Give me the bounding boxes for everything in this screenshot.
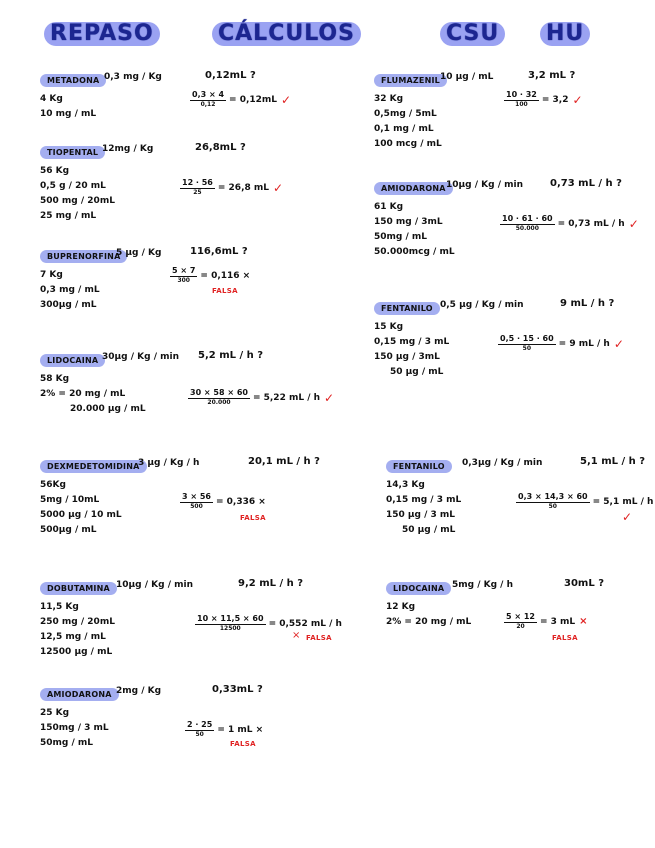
- calc-denominator: 50.000: [515, 225, 539, 232]
- data-line: 0,15 mg / 3 mL: [374, 337, 450, 347]
- data-line: 150 µg / 3 mL: [386, 510, 456, 520]
- data-line: 50.000mcg / mL: [374, 247, 455, 257]
- calc-denominator: 0,12: [200, 101, 216, 108]
- calc-result: = 5,22 mL / h: [252, 392, 321, 403]
- calc-result: = 0,116 ×: [200, 270, 251, 281]
- data-line: 50 µg / mL: [402, 525, 456, 535]
- data-line: 300µg / mL: [40, 300, 97, 310]
- exercise-amiodarona-1: [40, 682, 340, 751]
- calc-result: = 0,552 mL / h: [268, 618, 342, 629]
- page-title: [0, 14, 655, 58]
- data-line: 0,15 mg / 3 mL: [386, 495, 462, 505]
- dose: 0,3 mg / Kg: [104, 72, 162, 82]
- exercise-lidocaina-1: [40, 348, 340, 417]
- data-line: 20.000 µg / mL: [70, 404, 146, 414]
- calculation: [180, 492, 266, 511]
- check-mark-icon: ✓: [628, 216, 639, 231]
- data-line: 0,1 mg / mL: [374, 124, 434, 134]
- dose: 12mg / Kg: [102, 144, 154, 154]
- calculation: [516, 492, 653, 511]
- calc-result: = 0,12mL: [229, 94, 278, 105]
- data-line: 0,3 mg / mL: [40, 285, 100, 295]
- data-line: 50mg / mL: [40, 738, 94, 748]
- calculation: [170, 266, 250, 285]
- calc-numerator: 5 × 12: [506, 612, 535, 621]
- data-line: 56Kg: [40, 480, 66, 490]
- calculation: [188, 388, 334, 407]
- expected-answer: 116,6mL ?: [190, 246, 248, 257]
- calculation: [504, 612, 588, 631]
- calculation: [500, 214, 639, 233]
- data-line: 25 Kg: [40, 708, 70, 718]
- calc-denominator: 50: [195, 731, 204, 738]
- dose: 10µg / Kg / min: [446, 180, 523, 190]
- calc-numerator: 10 × 11,5 × 60: [197, 614, 264, 623]
- expected-answer: 20,1 mL / h ?: [248, 456, 320, 467]
- calc-numerator: 0,5 · 15 · 60: [500, 334, 554, 343]
- data-line: 0,5mg / 5mL: [374, 109, 437, 119]
- dose: 30µg / Kg / min: [102, 352, 179, 362]
- expected-answer: 3,2 mL ?: [528, 70, 576, 81]
- expected-answer: 5,1 mL / h ?: [580, 456, 646, 467]
- data-line: 61 Kg: [374, 202, 404, 212]
- data-line: 500µg / mL: [40, 525, 97, 535]
- calc-numerator: 10 · 32: [506, 90, 537, 99]
- drug-label: FENTANILO: [374, 302, 440, 315]
- data-line: 12,5 mg / mL: [40, 632, 106, 642]
- data-line: 5000 µg / 10 mL: [40, 510, 122, 520]
- expected-answer: 0,73 mL / h ?: [550, 178, 622, 189]
- data-line: 2% = 20 mg / mL: [386, 617, 472, 627]
- data-line: 50 µg / mL: [390, 367, 444, 377]
- expected-answer: 26,8mL ?: [195, 142, 246, 153]
- calc-denominator: 12500: [219, 625, 241, 632]
- title-word-csu: CSU: [440, 22, 505, 46]
- title-word-hu: HU: [540, 22, 590, 46]
- calculation: [185, 720, 263, 739]
- title-word-calculos: CÁLCULOS: [212, 22, 361, 46]
- calc-numerator: 3 × 56: [182, 492, 211, 501]
- exercise-amiodarona-2: [374, 176, 654, 260]
- check-mark-icon: ✓: [572, 92, 583, 107]
- data-line: 250 mg / 20mL: [40, 617, 115, 627]
- drug-label: DEXMEDETOMIDINA: [40, 460, 147, 473]
- dose: 0,3µg / Kg / min: [462, 458, 543, 468]
- drug-label: FENTANILO: [386, 460, 452, 473]
- drug-label: LIDOCAINA: [40, 354, 105, 367]
- data-line: 7 Kg: [40, 270, 63, 280]
- exercise-fentanilo-2: [386, 454, 654, 538]
- data-line: 4 Kg: [40, 94, 63, 104]
- data-line: 12 Kg: [386, 602, 416, 612]
- data-line: 14,3 Kg: [386, 480, 425, 490]
- data-line: 15 Kg: [374, 322, 404, 332]
- exercise-fentanilo-1: [374, 296, 654, 380]
- data-line: 2% = 20 mg / mL: [40, 389, 126, 399]
- dose: 2mg / Kg: [116, 686, 162, 696]
- data-line: 0,5 g / 20 mL: [40, 181, 106, 191]
- drug-label: BUPRENORFINA: [40, 250, 127, 263]
- drug-label: DOBUTAMINA: [40, 582, 117, 595]
- falsa-label: FALSA: [306, 634, 332, 642]
- falsa-label: FALSA: [240, 514, 266, 522]
- calc-numerator: 5 × 7: [172, 266, 196, 275]
- exercise-lidocaina-2: [386, 576, 654, 642]
- falsa-label: FALSA: [552, 634, 578, 642]
- drug-label: METADONA: [40, 74, 106, 87]
- data-line: 150mg / 3 mL: [40, 723, 109, 733]
- calc-result: = 0,73 mL / h: [557, 218, 625, 229]
- falsa-label: FALSA: [230, 740, 256, 748]
- x-mark-icon: ×: [292, 630, 301, 641]
- calc-result: = 3,2: [541, 94, 569, 105]
- drug-label: FLUMAZENIL: [374, 74, 447, 87]
- calc-result: = 1 mL ×: [217, 724, 264, 735]
- check-mark-icon: ✓: [613, 336, 624, 351]
- dose: 5 µg / Kg: [116, 248, 162, 258]
- data-line: 100 mcg / mL: [374, 139, 442, 149]
- expected-answer: 9,2 mL / h ?: [238, 578, 304, 589]
- calc-result: = 3 mL: [539, 616, 576, 627]
- calculation: [180, 178, 283, 197]
- data-line: 10 mg / mL: [40, 109, 97, 119]
- data-line: 11,5 Kg: [40, 602, 79, 612]
- calc-denominator: 500: [190, 503, 203, 510]
- falsa-label: FALSA: [212, 287, 238, 295]
- dose: 10µg / Kg / min: [116, 580, 193, 590]
- drug-label: LIDOCAINA: [386, 582, 451, 595]
- exercise-flumazenil: [374, 68, 654, 152]
- calc-result: = 9 mL / h: [558, 338, 610, 349]
- exercise-metadona: [40, 68, 340, 122]
- calculation: [190, 90, 291, 109]
- exercise-dobutamina: [40, 576, 370, 660]
- data-line: 150 µg / 3mL: [374, 352, 440, 362]
- calc-denominator: 300: [177, 277, 190, 284]
- dose: 0,5 µg / Kg / min: [440, 300, 524, 310]
- calc-denominator: 50: [522, 345, 531, 352]
- data-line: 5mg / 10mL: [40, 495, 100, 505]
- x-mark-icon: ×: [579, 616, 588, 627]
- calc-result: = 26,8 mL: [217, 182, 270, 193]
- calc-numerator: 0,3 × 4: [192, 90, 225, 99]
- title-word-repaso: REPASO: [44, 22, 160, 46]
- drug-label: TIOPENTAL: [40, 146, 105, 159]
- drug-label: AMIODARONA: [374, 182, 453, 195]
- calc-denominator: 25: [193, 189, 202, 196]
- expected-answer: 0,12mL ?: [205, 70, 256, 81]
- calc-numerator: 30 × 58 × 60: [190, 388, 248, 397]
- check-mark-icon: ✓: [622, 510, 633, 524]
- drug-label: AMIODARONA: [40, 688, 119, 701]
- calc-denominator: 20.000: [207, 399, 231, 406]
- dose: 3 µg / Kg / h: [138, 458, 200, 468]
- expected-answer: 9 mL / h ?: [560, 298, 615, 309]
- calc-denominator: 20: [516, 623, 525, 630]
- calc-denominator: 100: [515, 101, 528, 108]
- calc-result: = 0,336 ×: [215, 496, 266, 507]
- check-mark-icon: ✓: [324, 390, 335, 405]
- data-line: 500 mg / 20mL: [40, 196, 115, 206]
- expected-answer: 5,2 mL / h ?: [198, 350, 264, 361]
- calc-numerator: 2 · 25: [187, 720, 213, 729]
- dose: 10 µg / mL: [440, 72, 494, 82]
- exercise-buprenorfina: [40, 244, 340, 313]
- check-mark-icon: ✓: [281, 92, 292, 107]
- data-line: 58 Kg: [40, 374, 70, 384]
- calc-numerator: 12 · 56: [182, 178, 213, 187]
- check-mark-icon: ✓: [273, 180, 284, 195]
- data-line: 25 mg / mL: [40, 211, 97, 221]
- data-line: 32 Kg: [374, 94, 404, 104]
- exercise-dexmedetomidina: [40, 454, 370, 538]
- data-line: 12500 µg / mL: [40, 647, 113, 657]
- expected-answer: 0,33mL ?: [212, 684, 263, 695]
- data-line: 56 Kg: [40, 166, 70, 176]
- dose: 5mg / Kg / h: [452, 580, 514, 590]
- calc-result: = 5,1 mL / h: [592, 496, 654, 507]
- calculation: [498, 334, 624, 353]
- calc-numerator: 0,3 × 14,3 × 60: [518, 492, 588, 501]
- calc-denominator: 50: [548, 503, 557, 510]
- calculation: [195, 614, 342, 633]
- calculation: [504, 90, 583, 109]
- data-line: 150 mg / 3mL: [374, 217, 443, 227]
- calc-numerator: 10 · 61 · 60: [502, 214, 553, 223]
- data-line: 50mg / mL: [374, 232, 428, 242]
- exercise-tiopental: [40, 140, 340, 224]
- expected-answer: 30mL ?: [564, 578, 604, 589]
